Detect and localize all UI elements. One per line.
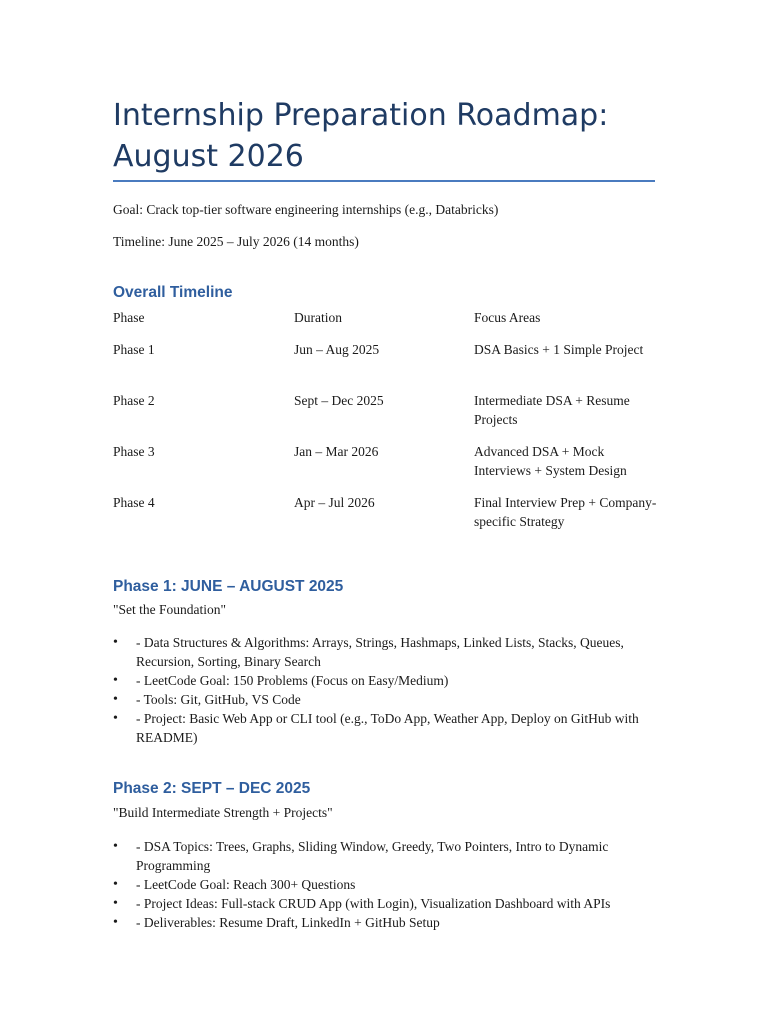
bullet-icon: • — [113, 635, 118, 650]
bullet-icon: • — [113, 692, 118, 707]
header-focus: Focus Areas — [474, 310, 541, 325]
list-item-text: - Deliverables: Resume Draft, LinkedIn + GitHub Setup — [136, 915, 440, 930]
phase-cell: Phase 4 — [113, 495, 155, 510]
list-item-text: - LeetCode Goal: Reach 300+ Questions — [136, 877, 356, 892]
list-item-text: - DSA Topics: Trees, Graphs, Sliding Window, Greedy, Two Pointers, Intro to Dynamic Programming — [136, 839, 609, 873]
bullet-icon: • — [113, 877, 118, 892]
phase2-heading: Phase 2: SEPT – DEC 2025 — [113, 780, 311, 797]
table-row — [113, 493, 673, 544]
list-item — [113, 709, 663, 747]
table-row — [113, 340, 673, 391]
focus-cell: DSA Basics + 1 Simple Project — [474, 342, 644, 357]
table-row — [113, 391, 673, 442]
phase2-quote: "Build Intermediate Strength + Projects" — [113, 805, 333, 820]
table-row — [113, 442, 673, 493]
bullet-icon: • — [113, 896, 118, 911]
header-duration: Duration — [294, 310, 342, 325]
title-line-2: August 2026 — [113, 139, 304, 174]
list-item — [113, 837, 663, 875]
phase1-list — [113, 633, 663, 747]
phase1-quote: "Set the Foundation" — [113, 602, 227, 617]
bullet-icon: • — [113, 839, 118, 854]
list-item — [113, 690, 663, 709]
phase1-heading: Phase 1: JUNE – AUGUST 2025 — [113, 578, 344, 595]
bullet-icon: • — [113, 711, 118, 726]
overall-timeline-heading: Overall Timeline — [113, 284, 233, 301]
timeline-table — [113, 308, 673, 544]
timeline-text: Timeline: June 2025 – July 2026 (14 months) — [113, 234, 359, 249]
table-header-row — [113, 308, 673, 340]
list-item — [113, 913, 663, 932]
list-item-text: - Project Ideas: Full-stack CRUD App (with Login), Visualization Dashboard with APIs — [136, 896, 611, 911]
focus-cell: Final Interview Prep + Company-specific Strategy — [474, 495, 657, 529]
list-item — [113, 875, 663, 894]
header-phase: Phase — [113, 310, 145, 325]
duration-cell: Sept – Dec 2025 — [294, 393, 384, 408]
phase2-list — [113, 837, 663, 932]
list-item-text: - Project: Basic Web App or CLI tool (e.g., ToDo App, Weather App, Deploy on GitHub with README) — [136, 711, 639, 745]
title-underline — [113, 180, 655, 182]
bullet-icon: • — [113, 915, 118, 930]
list-item-text: - LeetCode Goal: 150 Problems (Focus on Easy/Medium) — [136, 673, 449, 688]
bullet-icon: • — [113, 673, 118, 688]
list-item — [113, 894, 663, 913]
list-item — [113, 633, 663, 671]
goal-text: Goal: Crack top-tier software engineering internships (e.g., Databricks) — [113, 202, 499, 217]
title-line-1: Internship Preparation Roadmap: — [113, 98, 609, 133]
page-title — [113, 95, 673, 177]
list-item-text: - Tools: Git, GitHub, VS Code — [136, 692, 301, 707]
phase-cell: Phase 1 — [113, 342, 155, 357]
focus-cell: Intermediate DSA + Resume Projects — [474, 393, 630, 427]
duration-cell: Jun – Aug 2025 — [294, 342, 380, 357]
duration-cell: Jan – Mar 2026 — [294, 444, 379, 459]
duration-cell: Apr – Jul 2026 — [294, 495, 375, 510]
phase-cell: Phase 2 — [113, 393, 155, 408]
list-item-text: - Data Structures & Algorithms: Arrays, Strings, Hashmaps, Linked Lists, Stacks, Queues, Recursion, Sorting, Binary Search — [136, 635, 624, 669]
phase-cell: Phase 3 — [113, 444, 155, 459]
focus-cell: Advanced DSA + Mock Interviews + System Design — [474, 444, 627, 478]
list-item — [113, 671, 663, 690]
